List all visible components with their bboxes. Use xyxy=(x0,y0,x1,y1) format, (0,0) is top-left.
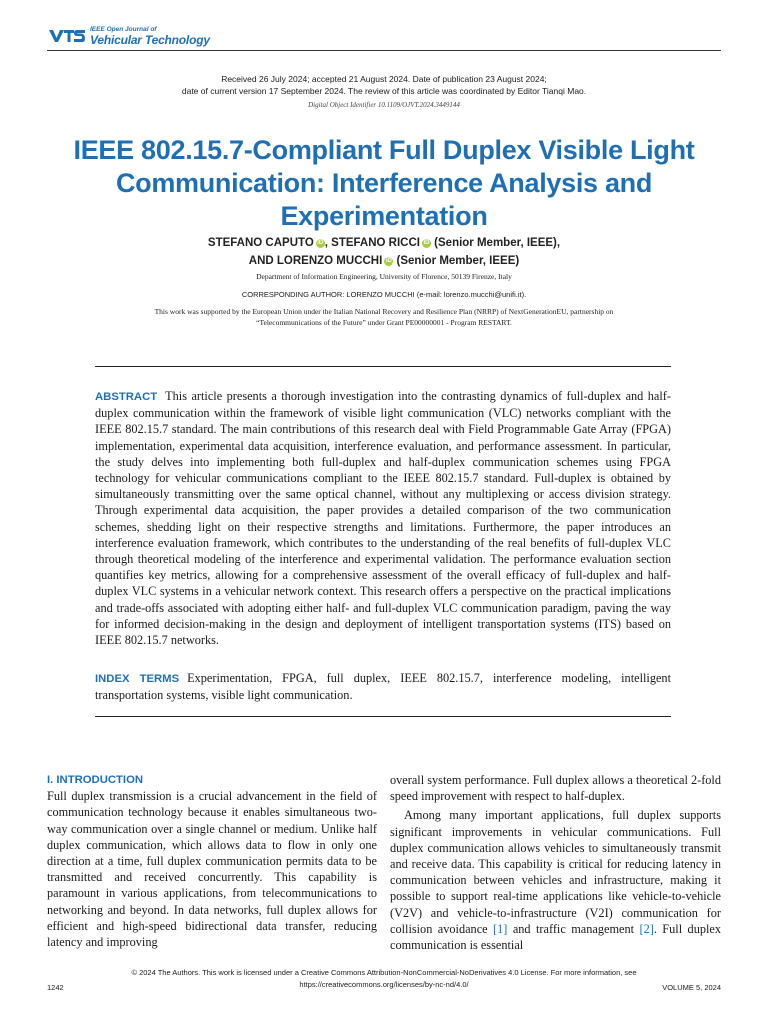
orcid-icon[interactable]: iD xyxy=(385,258,392,264)
author-3: LORENZO MUCCHI xyxy=(276,255,383,267)
section-heading-introduction: I. INTRODUCTION xyxy=(47,774,144,786)
citation-link-2[interactable]: [2] xyxy=(639,921,654,936)
funding-line-2: “Telecommunications of the Future” under Grant PE00000001 - Program RESTART. xyxy=(256,318,512,327)
license-notice xyxy=(60,967,708,991)
license-line-1: © 2024 The Authors. This work is licensed under a Creative Commons Attribution-NonCommercial-NoDerivatives 4.0 License. For more information, see xyxy=(131,968,637,977)
intro-paragraph-2-part-a: Among many important applications, full duplex supports significant improvements in vehicular communications. Full duplex communication allows vehicles to simultaneously transmit and receive data. This capability is critical for reducing latency in communication between vehicles and infrastructure, making it possible to support real-time applications like vehicle-to-vehicle (V2V) and vehicle-to-infrastructure (V2I) communication for collision avoidance xyxy=(390,808,721,936)
orcid-icon[interactable]: iD xyxy=(317,240,324,246)
journal-prefix: IEEE Open Journal of xyxy=(90,26,157,33)
author-2: STEFANO RICCI xyxy=(331,237,420,249)
funding-line-1: This work was supported by the European Union under the Italian National Recovery and Resilience Plan (NRRP) of NextGenerationEU, partnership on xyxy=(154,307,614,316)
intro-paragraph-1-continued: overall system performance. Full duplex allows a theoretical 2-fold speed improvement with respect to half-duplex. xyxy=(390,773,721,804)
author-3-role: (Senior Member, IEEE) xyxy=(396,255,520,267)
index-terms-label: INDEX TERMS xyxy=(95,673,180,685)
received-line-2: date of current version 17 September 2024. The review of this article was coordinated by Editor Tianqi Mao. xyxy=(181,86,587,96)
received-line-1: Received 26 July 2024; accepted 21 August 2024. Date of publication 23 August 2024; xyxy=(221,74,547,84)
author-and: AND xyxy=(248,255,274,267)
affiliation: Department of Information Engineering, University of Florence, 50139 Firenze, Italy xyxy=(256,272,512,281)
intro-paragraph-2-part-c: . Full duplex communication is essential xyxy=(390,921,722,953)
abstract-label: ABSTRACT xyxy=(95,391,158,403)
corresponding-author: CORRESPONDING AUTHOR: LORENZO MUCCHI (e-mail: lorenzo.mucchi@unifi.it). xyxy=(241,290,527,299)
license-url[interactable]: https://creativecommons.org/licenses/by-nc-nd/4.0/ xyxy=(299,980,469,989)
author-2-role: (Senior Member, IEEE), xyxy=(434,237,561,249)
abstract-text: This article presents a thorough investigation into the contrasting dynamics of full-duplex and half-duplex communication within the framework of visible light communication (VLC) networks compliant with the IEEE 802.15.7 standard. The main contributions of this research deal with Field Programmable Gate Array (FPGA) implementation, experimental data acquisition, interference evaluation, and performance assessment. In particular, the study delves into implementing both full-duplex and half-duplex communication schemes using FPGA technology for vehicular communications compliant to the IEEE 802.15.7 standard. Full-duplex is obtained by simultaneously transmitting over the same optical channel, without any multiplexing or access division strategy. Through experimental data acquisition, the paper provides a detailed comparison of the two communication schemes, shedding light on their respective strengths and limitations. Furthermore, the paper introduces an interference evaluation framework, which contributes to the understanding of the real benefits of full-duplex VLC through theoretical modeling of the interference and experimental validation. The performance evaluation section quantifies key metrics, allowing for a comprehensive assessment of the overall efficacy of full-duplex and half-duplex VLC systems in a vehicular network context. This research offers a perspective on the practical implications and trade-offs associated with adopting either half- and full-duplex VLC communication paradigm, paving the way for informed decision-making in the design and deployment of intelligent transportation systems (ITS) based on IEEE 802.15.7 networks. xyxy=(95,389,671,648)
received-dates xyxy=(80,73,688,97)
page-number: 1242 xyxy=(47,983,64,992)
header-divider xyxy=(47,50,721,51)
citation-link-1[interactable]: [1] xyxy=(493,921,508,936)
doi: Digital Object Identifier 10.1109/OJVT.2024.3449144 xyxy=(308,101,460,109)
intro-paragraph-2 xyxy=(390,807,721,953)
funding-note xyxy=(100,306,668,328)
left-column xyxy=(47,772,377,950)
orcid-icon[interactable]: iD xyxy=(423,240,430,246)
abstract xyxy=(95,388,671,648)
right-column xyxy=(390,772,721,953)
paper-title: IEEE 802.15.7-Compliant Full Duplex Visible Light Communication: Interference Analysis and Experimentation xyxy=(73,135,695,231)
journal-name: Vehicular Technology xyxy=(90,33,210,47)
author-1: STEFANO CAPUTO xyxy=(207,237,314,249)
intro-paragraph-1: Full duplex transmission is a crucial advancement in the field of communication technology because it enables simultaneous two-way communication over a single channel or medium. Unlike half duplex communication, which allows data to flow in only one direction at a time, full duplex communication permits data to be transmitted and received concurrently. This capability is paramount in various applications, from telecommunications to networking and beyond. In data networks, full duplex allows for efficient and high-speed bidirectional data transfer, reducing latency and improving xyxy=(47,789,377,950)
abstract-top-divider xyxy=(95,366,671,367)
intro-paragraph-2-part-b: and traffic management xyxy=(512,921,635,936)
index-terms xyxy=(95,670,671,703)
index-terms-text: Experimentation, FPGA, full duplex, IEEE 802.15.7, interference modeling, intelligent transportation systems, visible light communication. xyxy=(95,671,672,703)
author-list: STEFANO CAPUTO iD , STEFANO RICCI iD (Senior Member, IEEE), AND LORENZO MUCCHI iD (Senior Member, IEEE) xyxy=(207,237,561,267)
abstract-bottom-divider xyxy=(95,716,671,717)
volume-label: VOLUME 5, 2024 xyxy=(662,983,721,992)
vts-logo xyxy=(47,27,87,50)
